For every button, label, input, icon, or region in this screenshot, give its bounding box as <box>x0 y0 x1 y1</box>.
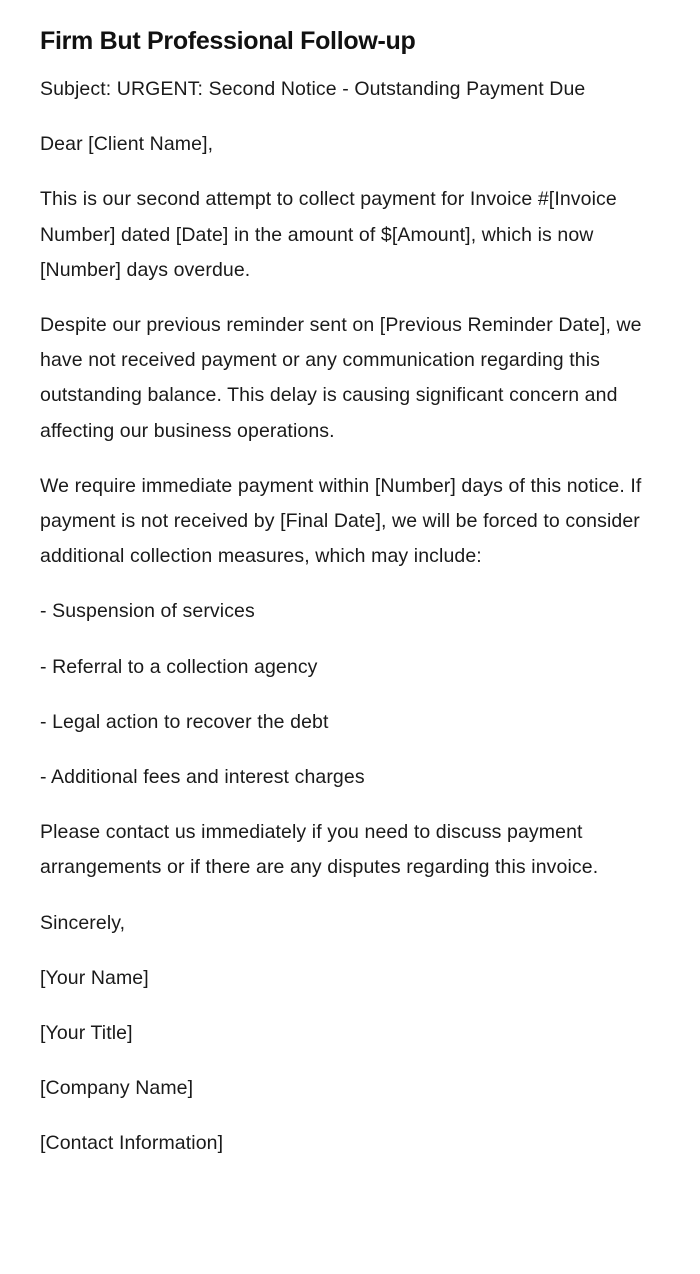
signature-name: [Your Name] <box>40 966 149 989</box>
body-paragraph-previous-reminder: Despite our previous reminder sent on [Previous Reminder Date], we have not received payment or any communication regarding this outstanding balance. This delay is causing significant concern and affecting our business operations. <box>40 314 642 442</box>
body-paragraph-payment-demand: We require immediate payment within [Number] days of this notice. If payment is not received by [Final Date], we will be forced to consider additional collection measures, which may include: <box>40 474 642 568</box>
greeting: Dear [Client Name], <box>40 133 214 156</box>
measure-item: - Suspension of services <box>40 600 255 623</box>
signoff: Sincerely, <box>40 911 126 934</box>
signature-contact: [Contact Information] <box>40 1132 224 1155</box>
subject-line: Subject: URGENT: Second Notice - Outstanding Payment Due <box>40 78 586 100</box>
measure-item: - Referral to a collection agency <box>40 655 318 678</box>
signature-company: [Company Name] <box>40 1077 194 1100</box>
measure-item: - Additional fees and interest charges <box>40 766 365 789</box>
signature-title: [Your Title] <box>40 1022 133 1045</box>
body-paragraph-overdue: This is our second attempt to collect payment for Invoice #[Invoice Number] dated [Date] in the amount of $[Amount], which is now [Number] days overdue. <box>40 188 617 281</box>
closing-paragraph: Please contact us immediately if you need to discuss payment arrangements or if there are any disputes regarding this invoice. <box>40 821 599 879</box>
measure-item: - Legal action to recover the debt <box>40 710 329 733</box>
document-title: Firm But Professional Follow-up <box>40 27 416 55</box>
